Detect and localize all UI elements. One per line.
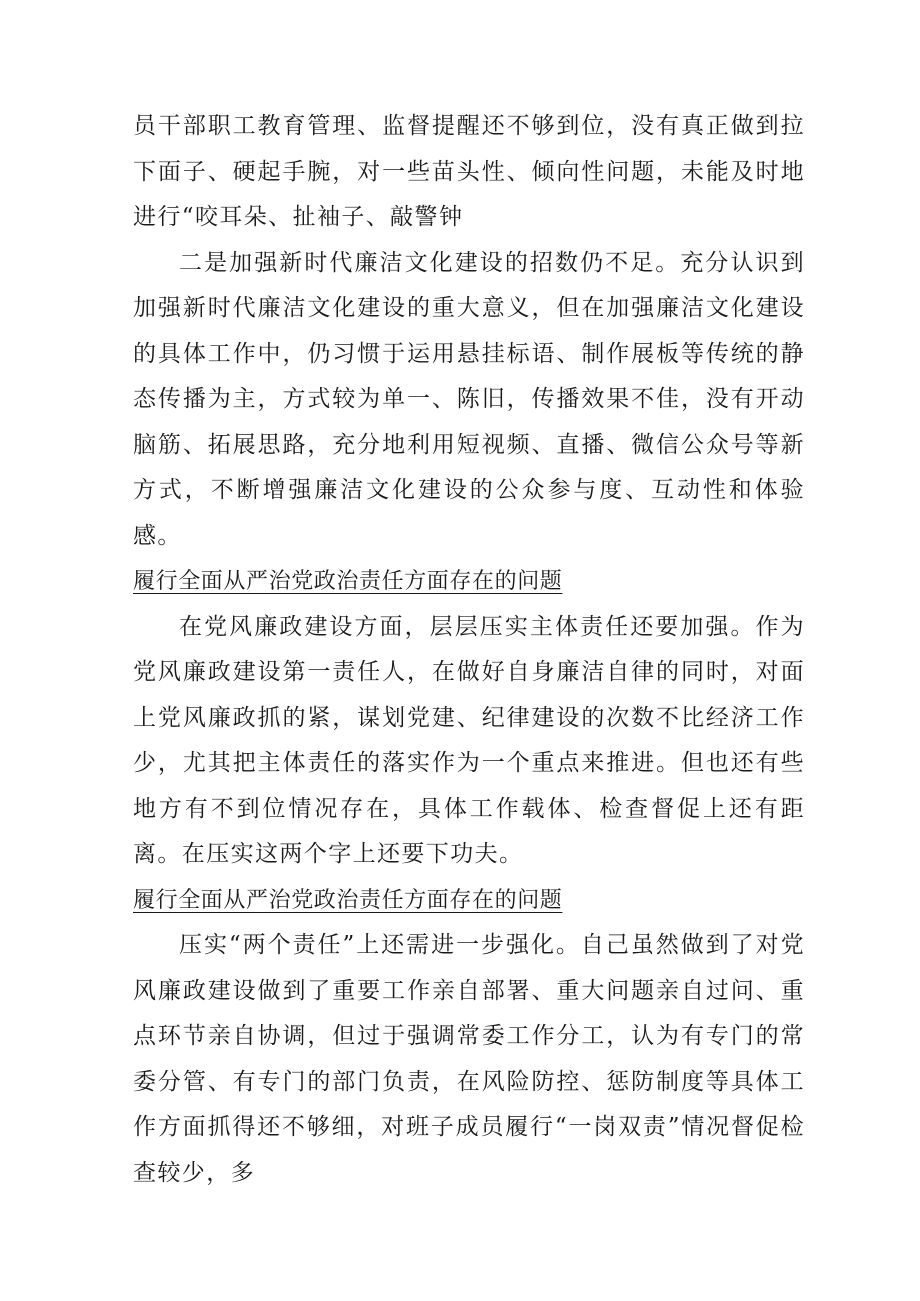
paragraph-main-responsibility: 在党风廉政建设方面，层层压实主体责任还要加强。作为党风廉政建设第一责任人，在做好自身廉洁自律的同时，对面上党风廉政抓的紧，谋划党建、纪律建设的次数不比经济工作少，尤其把主体责任的落实作为一个重点来推进。但也还有些地方有不到位情况存在，具体工作载体、检查督促上还有距离。在压实这两个字上还要下功夫。: [133, 613, 805, 867]
paragraph-two-responsibilities: 压实“两个责任”上还需进一步强化。自己虽然做到了对党风廉政建设做到了重要工作亲自部署、重大问题亲自过问、重点环节亲自协调，但过于强调常委工作分工，认为有专门的常委分管、有专门的部门负责，在风险防控、惩防制度等具体工作方面抓得还不够细，对班子成员履行“一岗双责”情况督促检查较少，多: [133, 932, 805, 1186]
paragraph-culture-building: 二是加强新时代廉洁文化建设的招数仍不足。充分认识到加强新时代廉洁文化建设的重大意义，但在加强廉洁文化建设的具体工作中，仍习惯于运用悬挂标语、制作展板等传统的静态传播为主，方式较为单一、陈旧，传播效果不佳，没有开动脑筋、拓展思路，充分地利用短视频、直播、微信公众号等新方式，不断增强廉洁文化建设的公众参与度、互动性和体验感。: [133, 249, 805, 549]
document-body: [133, 104, 805, 1196]
section-heading: 履行全面从严治党政治责任方面存在的问题: [133, 887, 563, 913]
paragraph-continuation: 员干部职工教育管理、监督提醒还不够到位，没有真正做到拉下面子、硬起手腕，对一些苗头性、倾向性问题，未能及时地进行“咬耳朵、扯袖子、敲警钟: [133, 113, 805, 230]
section-heading: 履行全面从严治党政治责任方面存在的问题: [133, 569, 563, 594]
